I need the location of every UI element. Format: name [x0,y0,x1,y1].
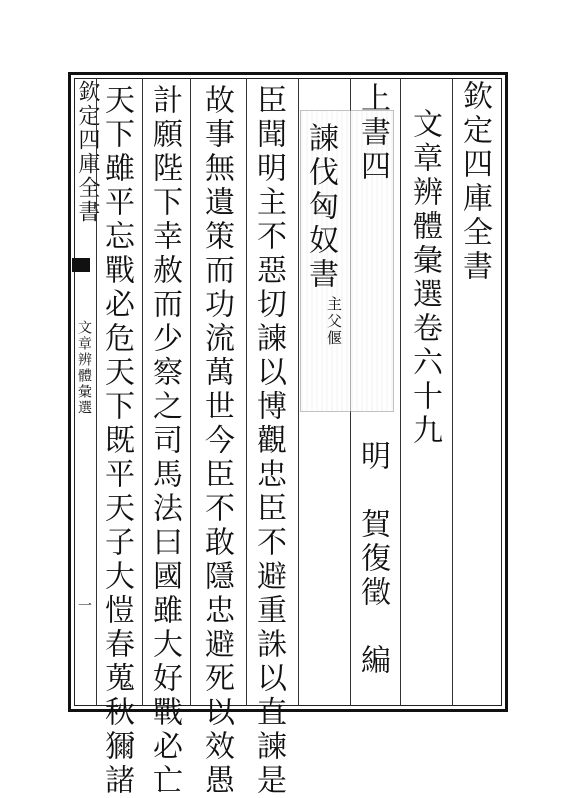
column-divider [452,78,453,706]
column-text-1: 臣聞明主不惡切諫以博觀忠臣不避重誅以直諫是 [251,84,286,798]
column-divider [246,78,247,706]
column-divider [400,78,401,706]
column-text-4: 天下雖平忘戰必危天下既平天子大愷春蒐秋獮諸 [99,84,134,798]
column-author: 主父偃 [325,296,343,347]
column-library-title: 欽定四庫全書 [457,80,492,284]
column-divider [298,78,299,706]
column-divider [96,78,97,706]
fish-tail-mark [72,258,90,272]
column-divider [142,78,143,706]
column-text-2: 故事無遺策而功流萬世今臣不敢隱忠避死以效愚 [199,84,234,798]
column-divider [190,78,191,706]
margin-title: 文章辨體彙選 [76,320,92,416]
column-essay-title: 諫伐匈奴書 [303,122,338,292]
column-text-3: 計願陛下幸赦而少察之司馬法曰國雖大好戰必亡 [147,84,182,798]
margin-page-number: 一 [76,598,92,612]
margin-header: 欽定四庫全書 [75,80,100,224]
column-volume-title: 文章辨體彙選卷六十九 [407,108,442,448]
column-section-title: 上書四 [355,82,390,184]
column-editor: 明 賀復徵 編 [355,440,390,678]
